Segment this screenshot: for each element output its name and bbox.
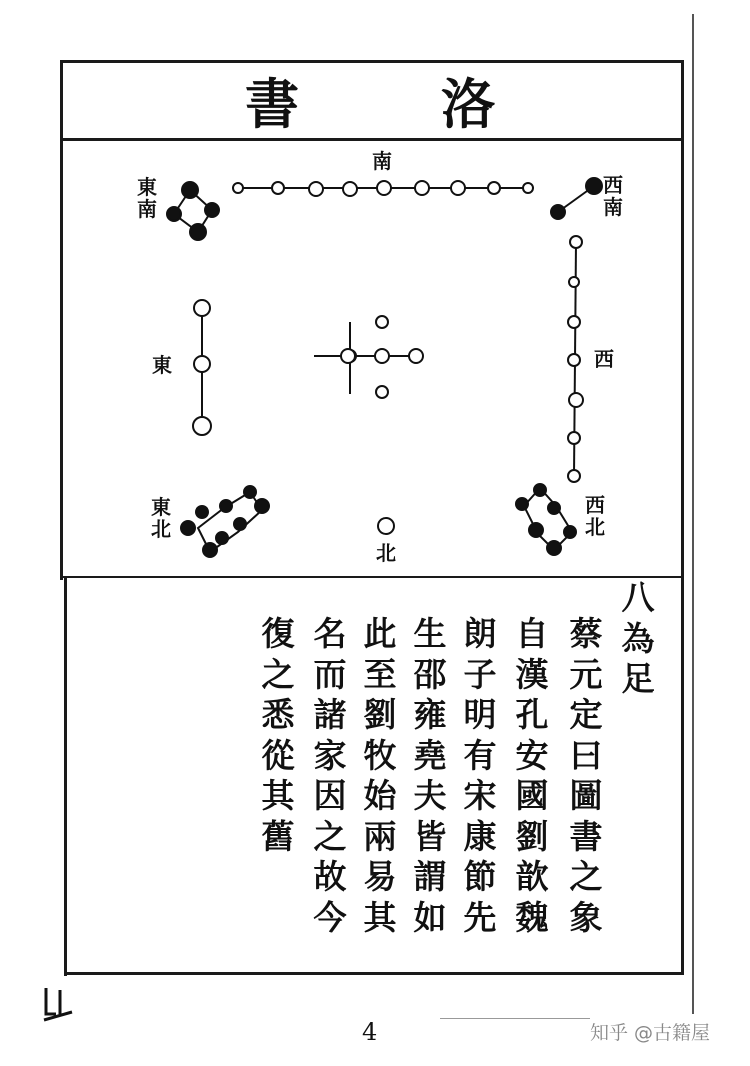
northeast-eight-dots (181, 486, 269, 557)
south-nine-dots (233, 181, 533, 196)
north-one-dot (378, 518, 394, 534)
label-south: 南 (372, 149, 392, 173)
text-column-7: 名而諸家因之故今 (313, 614, 347, 937)
text-column-1: 八為足 (621, 578, 655, 698)
center-five-dots (314, 316, 423, 398)
label-east: 東 (152, 353, 172, 377)
text-column-5: 生邵雍堯夫皆謂如 (413, 614, 447, 937)
watermark: 知乎 @古籍屋 (590, 1022, 711, 1044)
southwest-two-dots (551, 178, 602, 219)
text-column-6: 此至劉牧始兩易其 (363, 614, 397, 937)
outer-right-edge (692, 14, 694, 1014)
label-southwest: 西南 (603, 173, 623, 219)
northwest-six-dots (516, 484, 576, 555)
bottom-border (64, 972, 684, 975)
margin-mark-svg (42, 984, 82, 1024)
text-column-4: 朗子明有宋康節先 (463, 614, 497, 937)
text-column-3: 自漢孔安國劉歆魏 (515, 614, 549, 937)
label-southeast: 東南 (137, 175, 157, 221)
east-three-dots (193, 300, 211, 435)
label-northeast: 東北 (151, 495, 171, 541)
page-title (62, 62, 680, 138)
commentary-text (66, 578, 682, 972)
label-northwest: 西北 (585, 493, 605, 539)
text-column-2: 蔡元定曰圖書之象 (569, 614, 603, 937)
page-number: 4 (362, 1018, 378, 1046)
margin-mark (42, 984, 82, 1031)
label-north: 北 (376, 541, 396, 565)
west-seven-dots (568, 236, 583, 482)
title-char-2: 洛 (441, 71, 497, 136)
label-west: 西 (594, 347, 614, 371)
bottom-footer-line (440, 1018, 590, 1019)
southeast-four-dots (167, 182, 219, 240)
luoshu-diagram (62, 140, 682, 576)
title-char-1: 書 (245, 71, 301, 136)
text-column-8: 復之悉從其舊 (261, 614, 295, 856)
